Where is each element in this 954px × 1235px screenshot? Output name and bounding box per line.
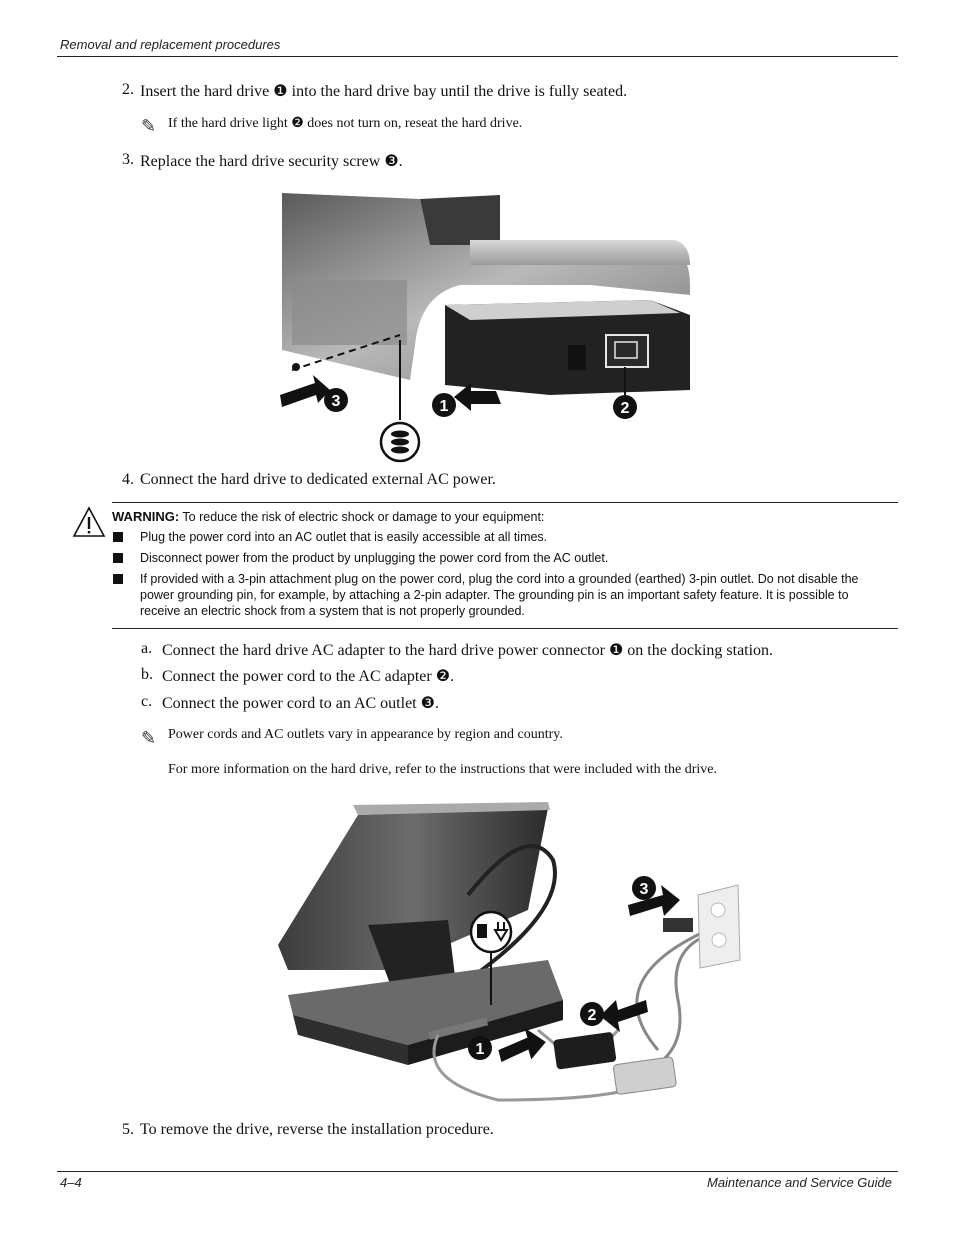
- sub-b-text: Connect the power cord to the AC adapter ❷.: [162, 668, 455, 685]
- figure1-callout-1: 1: [439, 398, 449, 415]
- sub-a-text: Connect the hard drive AC adapter to the hard drive power connector ❶ on the docking station.: [162, 642, 774, 659]
- sub-c-text: Connect the power cord to an AC outlet ❸.: [162, 695, 439, 712]
- more-info-text: For more information on the hard drive, refer to the instructions that were included with the drive.: [168, 762, 717, 777]
- step-4-text: Connect the hard drive to dedicated external AC power.: [140, 471, 496, 488]
- note-2-text: Power cords and AC outlets vary in appearance by region and country.: [168, 727, 563, 742]
- warning-bullet-2: [113, 553, 123, 563]
- step-5-number: 5.: [122, 1121, 134, 1138]
- running-header: Removal and replacement procedures: [60, 37, 281, 52]
- step-2-text: Insert the hard drive ❶ into the hard drive bay until the drive is fully seated.: [140, 83, 628, 100]
- warning-intro: To reduce the risk of electric shock or damage to your equipment:: [182, 510, 545, 524]
- warning-top-rule: [112, 502, 898, 503]
- note-pencil-icon: ✎: [141, 116, 157, 137]
- page-number: 4–4: [60, 1175, 82, 1190]
- sub-a-letter: a.: [141, 640, 153, 657]
- warning-bottom-rule: [112, 628, 898, 629]
- figure1-callout-2: 2: [620, 400, 630, 417]
- footer-rule: [57, 1171, 898, 1172]
- ac-power-connection-figure: [268, 800, 748, 1105]
- guide-title: Maintenance and Service Guide: [706, 1175, 892, 1190]
- warning-triangle-icon: [72, 506, 106, 543]
- figure1-callout-3: 3: [331, 393, 341, 410]
- step-4-number: 4.: [122, 471, 134, 488]
- warning-label: WARNING:: [112, 509, 180, 524]
- note-pencil-icon: ✎: [141, 728, 157, 749]
- step-5-text: To remove the drive, reverse the installation procedure.: [140, 1121, 494, 1138]
- hard-drive-insertion-figure: [270, 185, 700, 463]
- sub-c-letter: c.: [141, 693, 153, 710]
- warning-bullet-1: [113, 532, 123, 542]
- figure2-callout-3: 3: [639, 881, 649, 898]
- warning-item-3: If provided with a 3-pin attachment plug on the power cord, plug the cord into a grounded (earthed) 3-pin outlet. Do not disable the power grounding pin, for example, by attaching a 2-pin adapter. The grounding pin is an important safety feature. It is possible to receive an electric shock from a system that is not properly grounded.: [140, 572, 859, 618]
- step-3-text: Replace the hard drive security screw ❸.: [140, 153, 403, 170]
- note-1-text: If the hard drive light ❷ does not turn on, reseat the hard drive.: [168, 116, 523, 131]
- warning-intro-line: [112, 509, 544, 525]
- figure2-callout-2: 2: [587, 1007, 597, 1024]
- figure2-callout-1: 1: [475, 1041, 485, 1058]
- warning-item-1: Plug the power cord into an AC outlet that is easily accessible at all times.: [140, 530, 548, 544]
- header-rule: [57, 56, 898, 57]
- warning-bullet-3: [113, 574, 123, 584]
- sub-b-letter: b.: [141, 666, 153, 683]
- warning-item-2: Disconnect power from the product by unplugging the power cord from the AC outlet.: [140, 551, 609, 565]
- step-3-number: 3.: [122, 151, 134, 168]
- step-2-number: 2.: [122, 81, 134, 98]
